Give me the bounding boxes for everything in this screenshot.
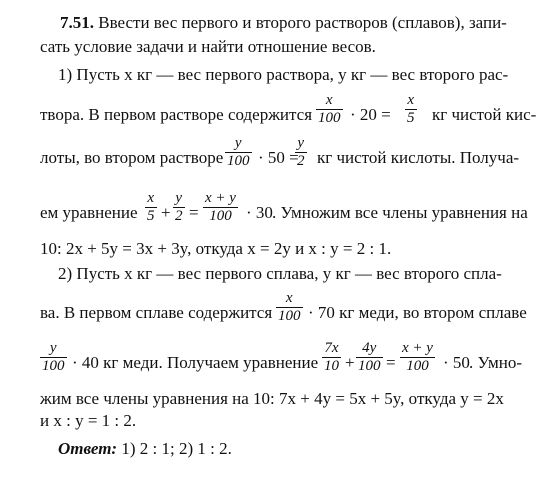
- plus-sign: +: [161, 203, 171, 222]
- part2-text-5: и x : y = 1 : 2.: [40, 411, 137, 430]
- fraction-x-over-5: x 5: [407, 92, 415, 126]
- fraction-7x-over-10: 7x 10: [324, 340, 339, 374]
- part1-text-5: 10: 2x + 5y = 3x + 3y, откуда x = 2y и x : y = 2 : 1.: [40, 239, 392, 258]
- problem-text-2: сать условие задачи и найти отношение весов.: [40, 37, 376, 56]
- part1-text-2b: кг чистой кис-: [432, 105, 537, 124]
- eq3-tail: · 30: [246, 203, 273, 222]
- part1-line-2: [0, 92, 550, 132]
- fraction-xy-over-100: x + y 100: [205, 190, 236, 224]
- answer-text: 1) 2 : 1; 2) 1 : 2.: [121, 439, 232, 458]
- answer-line: [0, 440, 550, 480]
- part2-text-4: жим все члены уравнения на 10: 7x + 4y = 5x + 5y, откуда y = 2x: [40, 389, 504, 408]
- part2-text-3a: · 40 кг меди. Получаем уравнение: [72, 353, 319, 372]
- equals-sign-2: =: [386, 353, 396, 372]
- fraction-y-over-100-b: y 100: [42, 340, 65, 374]
- answer-label: Ответ:: [58, 439, 118, 458]
- fraction-xy-over-100-b: x + y 100: [402, 340, 433, 374]
- fraction-x-over-5-b: x 5: [147, 190, 155, 224]
- part2-text-2b: · 70 кг меди, во втором сплаве: [308, 303, 527, 322]
- part2-text-1: 2) Пусть x кг — вес первого сплава, y кг — вес второго спла-: [58, 264, 502, 283]
- part1-text-2a: твора. В первом растворе содержится: [40, 105, 313, 124]
- fraction-x-over-100-b: x 100: [278, 290, 301, 324]
- part2-text-3b: . Умно-: [469, 353, 523, 372]
- part1-text-3b: кг чистой кислоты. Получа-: [317, 148, 520, 167]
- fraction-4y-over-100: 4y 100: [358, 340, 381, 374]
- problem-text-1: Ввести вес первого и второго растворов (сплавов), запи-: [98, 13, 507, 32]
- part1-text-3a: лоты, во втором растворе: [40, 148, 224, 167]
- fraction-y-over-100: y 100: [227, 135, 250, 169]
- part1-text-4a: ем уравнение: [40, 203, 138, 222]
- problem-number: 7.51.: [60, 13, 94, 32]
- eq4-tail: · 50: [443, 353, 470, 372]
- eq2-mid: · 50 =: [258, 148, 299, 167]
- fraction-y-over-2-b: y 2: [175, 190, 183, 224]
- part2-line-2: [0, 290, 550, 330]
- part1-line-3: [0, 135, 550, 175]
- part2-line-3: [0, 340, 550, 380]
- part1-text-1: 1) Пусть x кг — вес первого раствора, y кг — вес второго рас-: [58, 65, 509, 84]
- fraction-y-over-2: y 2: [297, 135, 305, 169]
- part1-line-4: [0, 190, 550, 230]
- plus-sign-2: +: [345, 353, 355, 372]
- fraction-x-over-100: x 100: [318, 92, 341, 126]
- eq1-mid: · 20 =: [350, 105, 391, 124]
- part2-text-2a: ва. В первом сплаве содержится: [40, 303, 273, 322]
- equals-sign: =: [189, 203, 199, 222]
- part1-text-4b: . Умножим все члены уравнения на: [272, 203, 528, 222]
